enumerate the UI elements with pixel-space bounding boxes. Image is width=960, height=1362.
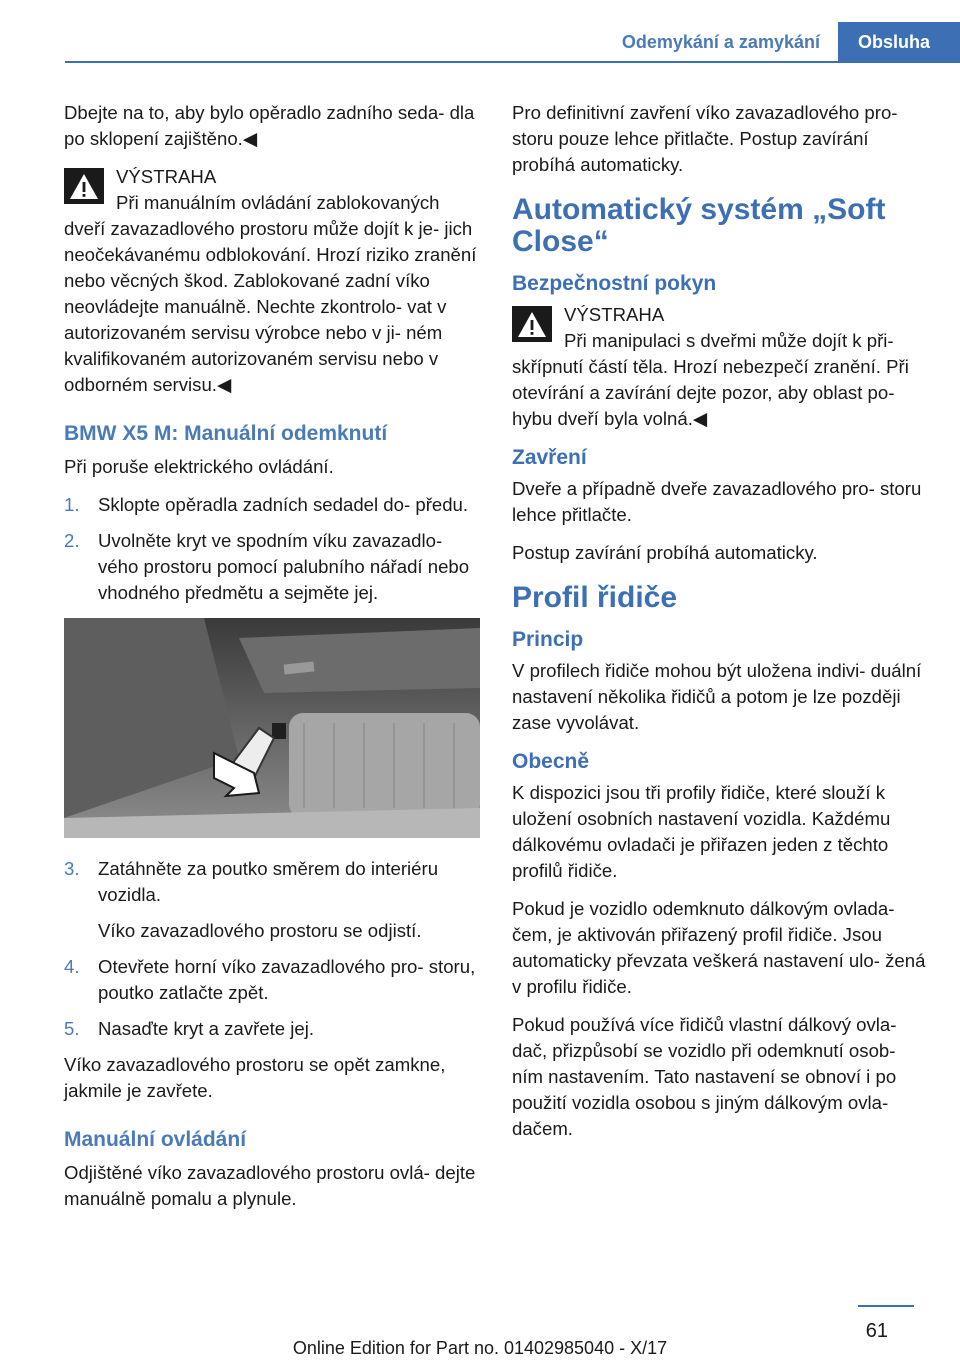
trunk-lid-photo — [64, 618, 480, 838]
header-rule — [65, 61, 960, 63]
step-text: Nasaďte kryt a zavřete jej. — [98, 1018, 315, 1039]
step-text: Zatáhněte za poutko směrem do interiéru vozidla. — [98, 858, 439, 905]
section-heading: BMW X5 M: Manuální odemknutí — [64, 422, 388, 445]
step-subtext: Víko zavazadlového prostoru se odjistí. — [98, 920, 422, 941]
list-item — [64, 954, 480, 1006]
section-heading: Manuální ovládání — [64, 1128, 247, 1151]
subsection-heading: Obecně — [512, 750, 590, 773]
chapter-title: Obsluha — [838, 22, 960, 62]
paragraph: Pokud používá více řidičů vlastní dálkový ovla‐ dač, přizpůsobí se vozidlo při odemknutí osob‐ ním nastavením. Tato nastavení se obnoví i po použití vozidla osobou s jiným dálkovým ovla‐ dačem. — [512, 1014, 897, 1139]
paragraph: Odjištěné víko zavazadlového prostoru ovlá‐ dejte manuálně pomalu a plynule. — [64, 1162, 476, 1209]
subsection-heading: Zavření — [512, 446, 587, 469]
list-item — [64, 856, 480, 908]
step-text: Sklopte opěradla zadních sedadel do‐ předu. — [98, 494, 469, 515]
warning-title: VÝSTRAHA — [116, 166, 217, 187]
step-text: Uvolněte kryt ve spodním víku zavazadlo‐ vého prostoru pomocí palubního nářadí nebo vhodného předmětu a sejměte jej. — [98, 530, 470, 603]
warning-triangle-icon — [64, 168, 104, 204]
warning-text: Při manipulaci s dveřmi může dojít k při‐ skřípnutí částí těla. Hrozí nebezpečí zranění. Při otevírání a zavírání dejte pozor, aby oblast po‐ hybu dveří byla volná.◀ — [512, 330, 909, 429]
step-number: 5. — [64, 1018, 80, 1039]
paragraph: Při poruše elektrického ovládání. — [64, 456, 334, 477]
subsection-heading: Princip — [512, 628, 584, 651]
steps-list — [64, 954, 480, 1042]
warning-block — [64, 164, 480, 398]
step-text: Otevřete horní víko zavazadlového pro‐ storu, poutko zatlačte zpět. — [98, 956, 476, 1003]
chapter-heading: Automatický systém „Soft Close“ — [512, 193, 886, 258]
list-item — [64, 492, 480, 518]
right-column — [512, 100, 928, 1154]
paragraph: Postup zavírání probíhá automaticky. — [512, 542, 818, 563]
paragraph: Víko zavazadlového prostoru se opět zamkne, jakmile je zavřete. — [64, 1054, 446, 1101]
section-title: Odemykání a zamykání — [604, 22, 838, 62]
step-number: 2. — [64, 530, 80, 551]
step-number: 1. — [64, 494, 80, 515]
paragraph: Dveře a případně dveře zavazadlového pro‐ storu lehce přitlačte. — [512, 478, 922, 525]
step-number: 3. — [64, 858, 80, 879]
warning-title: VÝSTRAHA — [564, 304, 665, 325]
page-number: 61 — [865, 1320, 888, 1342]
steps-list — [64, 856, 480, 908]
header-tabs — [604, 22, 960, 62]
paragraph: Pro definitivní zavření víko zavazadlového pro‐ storu pouze lehce přitlačte. Postup zavírání probíhá automaticky. — [512, 102, 898, 175]
chapter-heading: Profil řidiče — [512, 581, 678, 614]
list-item — [64, 1016, 480, 1042]
edition-footer: Online Edition for Part no. 01402985040 - X/17 — [292, 1338, 668, 1358]
subsection-heading: Bezpečnostní pokyn — [512, 272, 717, 295]
steps-list — [64, 492, 480, 606]
step-number: 4. — [64, 956, 80, 977]
paragraph: Pokud je vozidlo odemknuto dálkovým ovlada‐ čem, je aktivován přiřazený profil řidiče. Jsou automaticky převzata veškerá nastavení ulo‐ žená v profilu řidiče. — [512, 898, 926, 997]
warning-text: Při manuálním ovládání zablokovaných dveří zavazadlového prostoru může dojít k je‐ jich neočekávanému odblokování. Hrozí riziko zranění nebo věcných škod. Zablokované zadní víko neovládejte manuálně. Nechte zkontrolo‐ vat v autorizovaném servisu výrobce nebo v ji‐ ném kvalifikovaném autorizovaném servisu nebo v odborném servisu.◀ — [64, 192, 477, 395]
paragraph: Dbejte na to, aby bylo opěradlo zadního seda‐ dla po sklopení zajištěno.◀ — [64, 102, 475, 149]
paragraph: V profilech řidiče mohou být uložena indivi‐ duální nastavení několika řidičů a potom je lze později zase vyvolávat. — [512, 660, 922, 733]
left-column — [64, 100, 480, 1224]
list-item — [64, 528, 480, 606]
paragraph: K dispozici jsou tři profily řidiče, které slouží k uložení osobních nastavení vozidla. Každému dálkovému ovladači je přiřazen jeden z těchto profilů řidiče. — [512, 782, 891, 881]
warning-triangle-icon — [512, 306, 552, 342]
footer-rule — [858, 1305, 914, 1307]
warning-block — [512, 302, 928, 432]
